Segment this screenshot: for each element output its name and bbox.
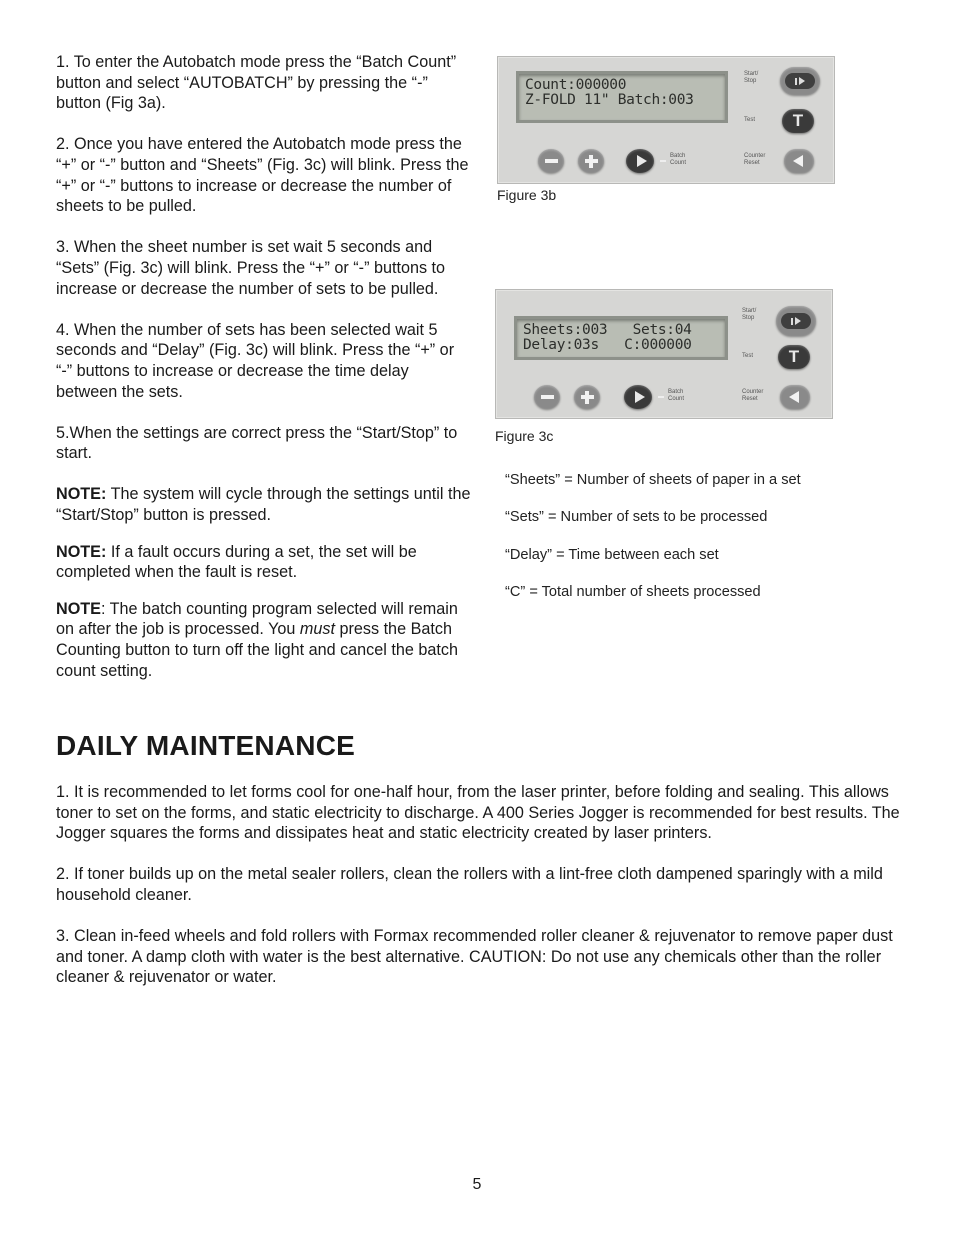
batch-count-label: Batch Count (668, 389, 685, 402)
figure-3b-lcd-display (516, 71, 728, 123)
maintenance-list (56, 782, 906, 1009)
test-button[interactable] (778, 345, 810, 369)
play-icon (795, 317, 801, 325)
maintenance-item-3: 3. Clean in-feed wheels and fold rollers with Formax recommended roller cleaner & rejuvenator to remove paper dust and toner. A damp cloth with water is the best alternative. CAUTION: Do not use any chemicals other than the roller cleaner & rejuvenator or water. (56, 927, 893, 987)
test-t-icon: T (788, 347, 800, 366)
counter-reset-button[interactable] (784, 149, 814, 173)
note-3-text-b: press the Batch Counting button to turn off the light and cancel the batch count setting. (56, 620, 458, 680)
maintenance-item-2: 2. If toner builds up on the metal sealer rollers, clean the rollers with a lint-free cloth dampened sparingly with a mild household cleaner. (56, 865, 883, 904)
plus-button[interactable] (574, 385, 600, 409)
note-2-text: If a fault occurs during a set, the set will be completed when the fault is reset. (56, 542, 417, 582)
figure-3c-control-panel (495, 289, 833, 419)
pause-icon (791, 318, 793, 325)
note-2 (56, 542, 474, 583)
step-5: 5.When the settings are correct press the “Start/Stop” to start. (56, 423, 458, 463)
pause-icon (795, 78, 797, 85)
test-label: Test (744, 117, 756, 123)
figure-3b-caption: Figure 3b (497, 187, 557, 203)
note-3 (56, 599, 474, 681)
definition-sheets: “Sheets” = Number of sheets of paper in a set (505, 472, 801, 488)
note-3-label: NOTE (56, 599, 101, 618)
play-icon (635, 391, 645, 403)
batch-count-led-icon (660, 160, 666, 162)
minus-button[interactable] (534, 385, 560, 409)
definition-c: “C” = Total number of sheets processed (505, 584, 761, 600)
figure-3c-caption: Figure 3c (495, 428, 554, 444)
minus-icon (545, 159, 558, 163)
figure-3b-control-panel (497, 56, 835, 184)
lcd-line-2: Delay:03s C:000000 (523, 337, 692, 353)
batch-count-led-icon (658, 396, 664, 398)
reverse-icon (793, 155, 803, 167)
plus-icon (581, 391, 594, 404)
step-2: 2. Once you have entered the Autobatch mode press the “+” or “-” button and “Sheets” (Fig. 3c) will blink. Press the “+” or “-” buttons to increase or decrease the number of sheets to be pulled. (56, 135, 469, 216)
step-1: 1. To enter the Autobatch mode press the “Batch Count” button and select “AUTOBATCH” by pressing the “-” button (Fig 3a). (56, 53, 457, 113)
note-1 (56, 484, 474, 525)
note-1-label: NOTE: (56, 485, 107, 504)
reverse-icon (789, 391, 799, 403)
step-3: 3. When the sheet number is set wait 5 seconds and “Sets” (Fig. 3c) will blink. Press the “+” or “-” buttons to increase or decrease the number of sets to be pulled. (56, 238, 446, 298)
note-2-label: NOTE: (56, 542, 107, 561)
figure-3c-lcd-display (514, 316, 728, 360)
lcd-line-2: Z-FOLD 11" Batch:003 (525, 92, 694, 108)
note-3-emphasis: must (299, 620, 335, 639)
test-button[interactable] (782, 109, 814, 133)
start-stop-button[interactable] (776, 306, 816, 336)
definition-sets: “Sets” = Number of sets to be processed (505, 509, 768, 525)
maintenance-item-1: 1. It is recommended to let forms cool for one-half hour, from the laser printer, before folding and sealing. This allows toner to set on the forms, and static electricity to discharge. A 400 Series Jogger is recommended for best results. The Jogger squares the forms and dissipates heat and static electricity created by laser printers. (56, 783, 900, 843)
batch-count-button[interactable] (626, 149, 654, 173)
lcd-line-1: Sheets:003 Sets:04 (523, 322, 692, 338)
minus-button[interactable] (538, 149, 564, 173)
definition-delay: “Delay” = Time between each set (505, 547, 719, 563)
counter-reset-label: Counter Reset (744, 153, 766, 166)
test-label: Test (742, 353, 754, 359)
batch-count-button[interactable] (624, 385, 652, 409)
start-stop-label: Start/ Stop (744, 71, 759, 84)
instructions-column (56, 52, 474, 697)
page-number: 5 (472, 1176, 482, 1193)
step-4: 4. When the number of sets has been selected wait 5 seconds and “Delay” (Fig. 3c) will blink. Press the “+” or “-” buttons to increase or decrease the time delay between the sets. (56, 320, 455, 401)
note-1-text: The system will cycle through the settings until the “Start/Stop” button is pressed. (56, 485, 471, 525)
batch-count-label: Batch Count (670, 153, 687, 166)
play-icon (637, 155, 647, 167)
note-3-text-a: : The batch counting program selected will remain on after the job is processed. You (56, 599, 458, 639)
minus-icon (541, 395, 554, 399)
start-stop-button[interactable] (780, 67, 820, 95)
counter-reset-label: Counter Reset (742, 389, 764, 402)
plus-icon (585, 155, 598, 168)
lcd-line-1: Count:000000 (525, 77, 627, 93)
plus-button[interactable] (578, 149, 604, 173)
test-t-icon: T (792, 111, 804, 130)
section-heading: DAILY MAINTENANCE (56, 730, 355, 761)
play-icon (799, 77, 805, 85)
counter-reset-button[interactable] (780, 385, 810, 409)
start-stop-label: Start/ Stop (742, 308, 757, 321)
